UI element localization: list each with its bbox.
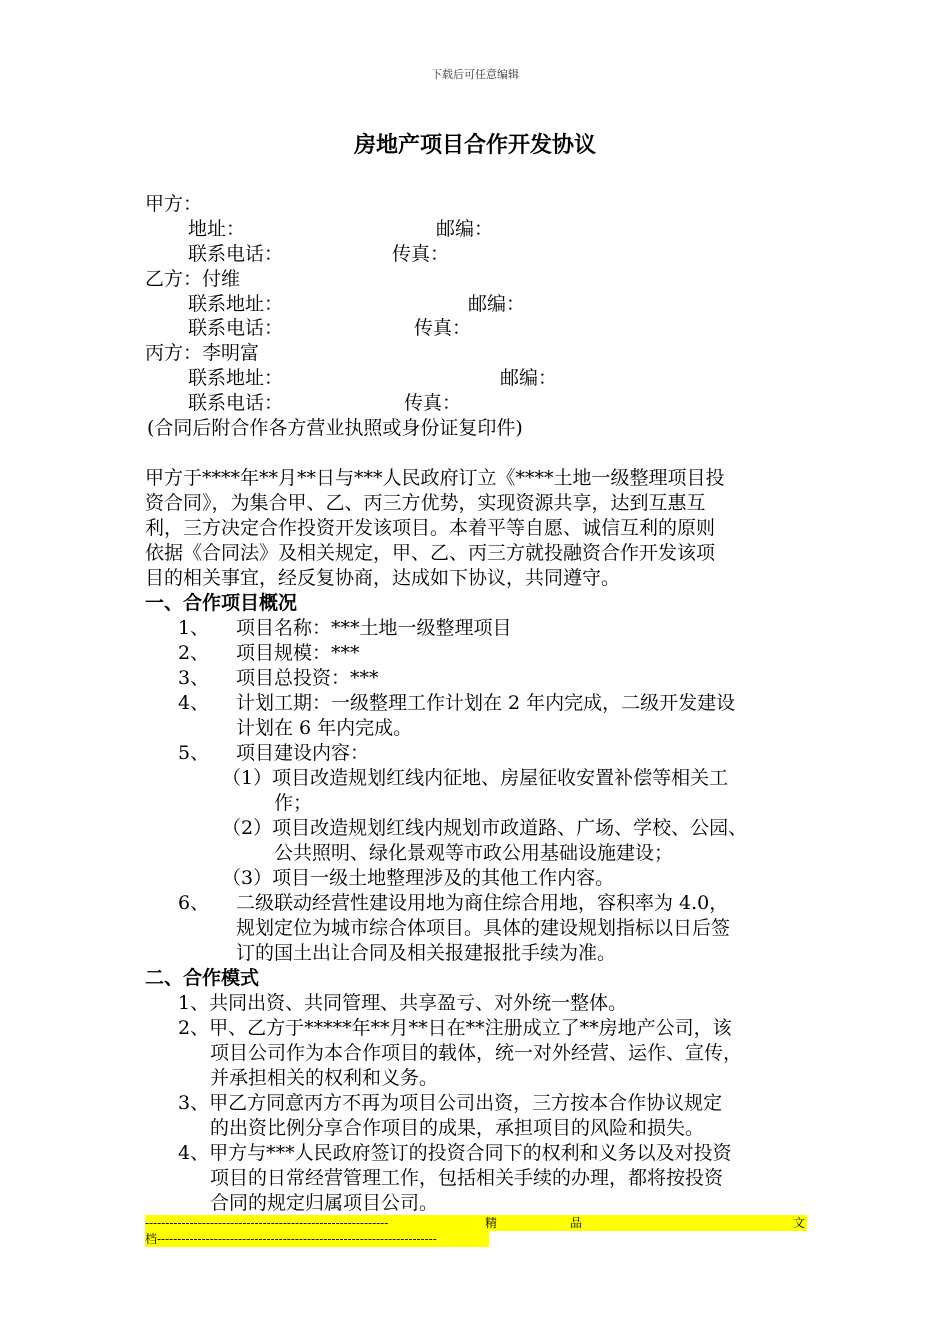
party-a-fax: 传真： [392,243,450,265]
party-c-address: 联系地址： [188,367,284,389]
list-number: 5、 [178,742,210,764]
intro-line: 目的相关事宜，经反复协商，达成如下协议，共同遵守。 [145,567,621,589]
party-b-postcode: 邮编： [468,293,526,315]
list-item: 项目公司作为本合作项目的载体，统一对外经营、运作、宣传， [210,1042,743,1064]
footer-dashes: 档--------------------------------------------------------------------- [145,1232,437,1246]
sub-item: （1）项目改造规划红线内征地、房屋征收安置补偿等相关工 [222,767,729,789]
party-c-postcode: 邮编： [500,367,558,389]
list-item: 2、甲、乙方于*****年**月**日在**注册成立了**房地产公司，该 [178,1017,732,1039]
footer-char: 品 [570,1216,583,1230]
list-item: 项目建设内容： [236,742,370,764]
list-item: 项目的日常经营管理工作，包括相关手续的办理，都将按投资 [210,1167,724,1189]
party-a-address: 地址： [188,218,246,240]
list-item: 计划在 6 年内完成。 [236,717,413,739]
footer-char: 文 [792,1216,805,1230]
party-b-address: 联系地址： [188,293,284,315]
party-b-label: 乙方：付维 [145,268,241,290]
party-a-phone: 联系电话： [188,243,284,265]
list-item: 订的国土出让合同及相关报建报批手续为准。 [236,942,617,964]
section-1-heading: 一、合作项目概况 [145,592,298,614]
footer-banner [145,1215,807,1231]
page-header: 下载后可任意编辑 [431,68,519,81]
intro-line: 依据《合同法》及相关规定，甲、乙、丙三方就投融资合作开发该项 [145,542,716,564]
list-item: 计划工期：一级整理工作计划在 2 年内完成，二级开发建设 [236,692,736,714]
section-2-heading: 二、合作模式 [145,967,260,989]
list-item: 合同的规定归属项目公司。 [210,1192,439,1214]
footer-banner-line-2 [145,1231,489,1247]
sub-item: （3）项目一级土地整理涉及的其他工作内容。 [222,867,615,889]
attachment-note: (合同后附合作各方营业执照或身份证复印件) [147,417,523,439]
sub-item: 作； [274,792,313,814]
party-a-label: 甲方： [145,193,203,215]
list-number: 6、 [178,892,210,914]
intro-line: 利，三方决定合作投资开发该项目。本着平等自愿、诚信互利的原则 [145,517,716,539]
list-item: 项目总投资：*** [236,667,379,689]
footer-dashes: ------------------------------------------------------------ [145,1216,389,1230]
list-number: 4、 [178,692,210,714]
document-title: 房地产项目合作开发协议 [353,133,596,158]
intro-line: 甲方于****年**月**日与***人民政府订立《****土地一级整理项目投 [145,467,725,489]
list-item: 1、共同出资、共同管理、共享盈亏、对外统一整体。 [178,992,628,1014]
party-b-phone: 联系电话： [188,317,284,339]
intro-line: 资合同》，为集合甲、乙、丙三方优势，实现资源共享，达到互惠互 [145,492,706,514]
list-item: 项目规模：*** [236,642,360,664]
list-number: 1、 [178,617,210,639]
list-item: 并承担相关的权利和义务。 [210,1067,439,1089]
party-b-fax: 传真： [414,317,472,339]
list-number: 2、 [178,642,210,664]
list-number: 3、 [178,667,210,689]
list-item: 二级联动经营性建设用地为商住综合用地，容积率为 4.0， [236,892,729,914]
list-item: 规划定位为城市综合体项目。具体的建设规划指标以日后签 [236,917,731,939]
sub-item: （2）项目改造规划红线内规划市政道路、广场、学校、公园、 [222,817,748,839]
list-item: 的出资比例分享合作项目的成果，承担项目的风险和损失。 [210,1117,705,1139]
footer-char: 精 [485,1216,498,1230]
list-item: 项目名称：***土地一级整理项目 [236,617,512,639]
list-item: 4、甲方与***人民政府签订的投资合同下的权利和义务以及对投资 [178,1142,732,1164]
party-a-postcode: 邮编： [436,218,494,240]
list-item: 3、甲乙方同意丙方不再为项目公司出资，三方按本合作协议规定 [178,1092,723,1114]
party-c-label: 丙方：李明富 [145,342,260,364]
party-c-fax: 传真： [404,392,462,414]
sub-item: 公共照明、绿化景观等市政公用基础设施建设； [274,842,674,864]
party-c-phone: 联系电话： [188,392,284,414]
